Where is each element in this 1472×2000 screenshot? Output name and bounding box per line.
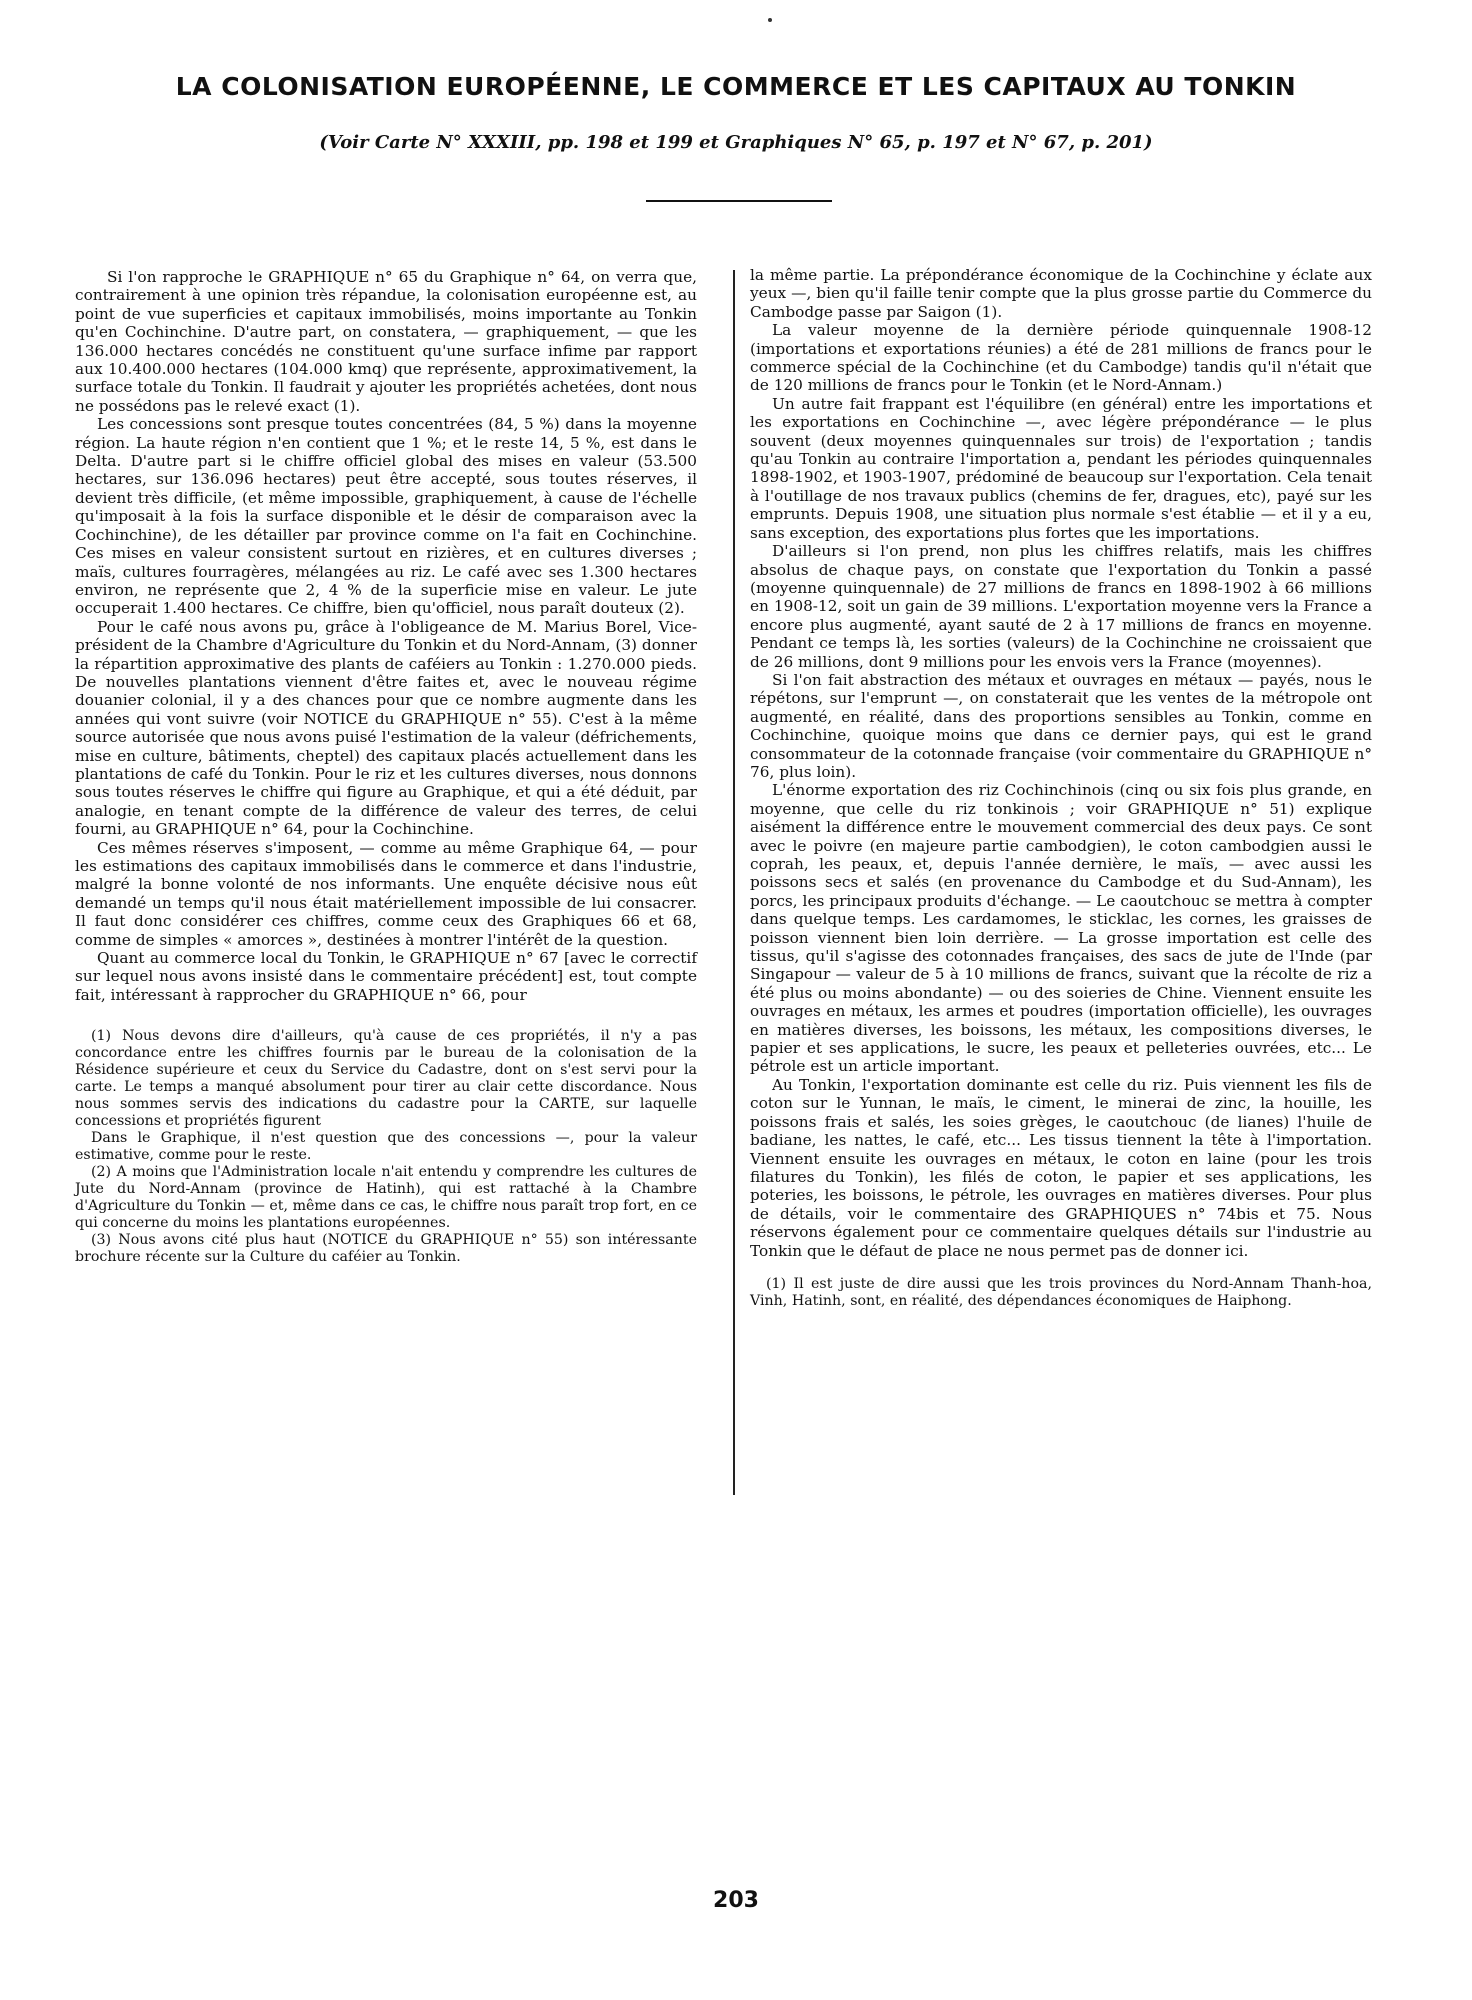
paragraph: L'énorme exportation des riz Cochinchinois (cinq ou six fois plus grande, en moyenne, que celle du riz tonkinois ; voir GRAPHIQUE n° 51) explique aisément la différence entre le mouvement commercial des deux pays. Ce sont avec le poivre (en majeure partie cambodgien), le coton cambodgien aussi le coprah, les peaux, et, depuis l'année dernière, le maïs, — avec aussi les poissons secs et salés (en provenance du Cambodge et du Sud-Annam), les porcs, les principaux produits d'échange. — Le caoutchouc se mettra à compter dans quelque temps. Les cardamomes, le sticklac, les cornes, les graisses de poisson viennent bien loin derrière. — La grosse importation est celle des tissus, qu'il s'agisse des cotonnades françaises, des sacs de jute de l'Inde (par Singapour — valeur de 5 à 10 millions de francs, suivant que la récolte de riz a été plus ou moins abondante) — ou des soieries de Chine. Viennent ensuite les ouvrages en métaux, les armes et poudres (importation officielle), les ouvrages en matières diverses, les boissons, les métaux, les compositions diverses, le papier et ses applications, le sucre, les peaux et pelleteries ouvrées, etc... Le pétrole est un article important. [750, 781, 1372, 1076]
footnote: (1) Il est juste de dire aussi que les trois provinces du Nord-Annam Thanh-hoa, Vinh, Hatinh, sont, en réalité, des dépendances économiques de Haiphong. [750, 1275, 1372, 1309]
paragraph: Pour le café nous avons pu, grâce à l'obligeance de M. Marius Borel, Vice-président de la Chambre d'Agriculture du Tonkin et du Nord-Annam, (3) donner la répartition approximative des plants de caféiers au Tonkin : 1.270.000 pieds. De nouvelles plantations viennent d'être faites et, avec le nouveau régime douanier colonial, il y a des chances pour que ce nombre augmente dans les années qui vont suivre (voir NOTICE du GRAPHIQUE n° 55). C'est à la même source autorisée que nous avons puisé l'estimation de la valeur (défrichements, mise en culture, bâtiments, cheptel) des capitaux placés actuellement dans les plantations de café du Tonkin. Pour le riz et les cultures diverses, nous donnons sous toutes réserves le chiffre qui figure au Graphique, et qui a été déduit, par analogie, en tenant compte de la différence de valeur des terres, de celui fourni, au GRAPHIQUE n° 64, pour la Cochinchine. [75, 617, 697, 839]
paragraph: Si l'on rapproche le GRAPHIQUE n° 65 du Graphique n° 64, on verra que, contrairement à une opinion très répandue, la colonisation européenne est, au point de vue superficies et capitaux immobilisés, moins importante au Tonkin qu'en Cochinchine. D'autre part, on constatera, — graphiquement, — que les 136.000 hectares concédés ne constituent qu'une surface infime par rapport aux 10.400.000 hectares (104.000 kmq) que représente, approximativement, la surface totale du Tonkin. Il faudrait y ajouter les propriétés achetées, dont nous ne possédons pas le relevé exact (1). [75, 268, 697, 415]
column-divider [733, 270, 735, 1495]
footnotes [750, 1276, 1372, 1310]
speck-mark [768, 18, 772, 22]
left-column [75, 268, 697, 1266]
footnotes [75, 1028, 697, 1266]
page-title: LA COLONISATION EUROPÉENNE, LE COMMERCE ET LES CAPITAUX AU TONKIN [175, 72, 1297, 101]
paragraph: Si l'on fait abstraction des métaux et ouvrages en métaux — payés, nous le répétons, sur l'emprunt —, on constaterait que les ventes de la métropole ont augmenté, en réalité, dans des proportions sensibles au Tonkin, comme en Cochinchine, quoique moins que dans ce dernier pays, qui est le grand consommateur de la cotonnade française (voir commentaire du GRAPHIQUE n° 76, plus loin). [750, 670, 1372, 781]
title-rule [646, 200, 832, 202]
page-number: 203 [713, 1888, 759, 1913]
page-subtitle: (Voir Carte N° XXXIII, pp. 198 et 199 et Graphiques N° 65, p. 197 et N° 67, p. 201) [319, 132, 1153, 153]
paragraph: D'ailleurs si l'on prend, non plus les chiffres relatifs, mais les chiffres absolus de chaque pays, on constate que l'exportation du Tonkin a passé (moyenne quinquennale) de 27 millions de francs en 1898-1902 à 66 millions en 1908-12, soit un gain de 39 millions. L'exportation moyenne vers la France a encore plus augmenté, ayant sauté de 2 à 17 millions de francs en moyenne. Pendant ce temps là, les sorties (valeurs) de la Cochinchine ne croissaient que de 26 millions, dont 9 millions pour les envois vers la France (moyennes). [750, 542, 1372, 671]
footnote: (3) Nous avons cité plus haut (NOTICE du GRAPHIQUE n° 55) son intéressante brochure récente sur la Culture du caféier au Tonkin. [75, 1232, 697, 1266]
footnote: (2) A moins que l'Administration locale n'ait entendu y comprendre les cultures de Jute du Nord-Annam (province de Hatinh), qui est rattaché à la Chambre d'Agriculture du Tonkin — et, même dans ce cas, le chiffre nous paraît trop fort, en ce qui concerne du moins les plantations européennes. [75, 1164, 697, 1232]
paragraph: Ces mêmes réserves s'imposent, — comme au même Graphique 64, — pour les estimations des capitaux immobilisés dans le commerce et dans l'industrie, malgré la bonne volonté de nos informants. Une enquête décisive nous eût demandé un temps qu'il nous était matériellement impossible de lui consacrer. Il faut donc considérer ces chiffres, comme ceux des Graphiques 66 et 68, comme de simples « amorces », destinées à montrer l'intérêt de la question. [75, 838, 697, 949]
right-column [750, 266, 1372, 1310]
paragraph: Les concessions sont presque toutes concentrées (84, 5 %) dans la moyenne région. La haute région n'en contient que 1 %; et le reste 14, 5 %, est dans le Delta. D'autre part si le chiffre officiel global des mises en valeur (53.500 hectares, sur 136.096 hectares) peut être accepté, sous toutes réserves, il devient très difficile, (et même impossible, graphiquement, à cause de l'échelle qu'imposait à la fois la surface disponible et le désir de comparaison avec la Cochinchine), de les détailler par province comme on l'a fait en Cochinchine. Ces mises en valeur consistent surtout en rizières, et en cultures diverses ; maïs, cultures fourragères, mélangées au riz. Le café avec ses 1.300 hectares environ, ne représente que 2, 4 % de la superficie mise en valeur. Le jute occuperait 1.400 hectares. Ce chiffre, bien qu'officiel, nous paraît douteux (2). [75, 415, 697, 618]
paragraph: la même partie. La prépondérance économique de la Cochinchine y éclate aux yeux —, bien qu'il faille tenir compte que la plus grosse partie du Commerce du Cambodge passe par Saigon (1). [750, 266, 1372, 321]
footnote: (1) Nous devons dire d'ailleurs, qu'à cause de ces propriétés, il n'y a pas concordance entre les chiffres fournis par le bureau de la colonisation de la Résidence supérieure et ceux du Service du Cadastre, dont on s'est servi pour la carte. Le temps a manqué absolument pour tirer au clair cette discordance. Nous nous sommes servis des indications du cadastre pour la CARTE, sur laquelle concessions et propriétés figurent [75, 1028, 697, 1130]
paragraph: Quant au commerce local du Tonkin, le GRAPHIQUE n° 67 [avec le correctif sur lequel nous avons insisté dans le commentaire précédent] est, tout compte fait, intéressant à rapprocher du GRAPHIQUE n° 66, pour [75, 949, 697, 1004]
paragraph: Au Tonkin, l'exportation dominante est celle du riz. Puis viennent les fils de coton sur le Yunnan, le maïs, le ciment, le minerai de zinc, la houille, les poissons frais et salés, les soies grèges, le caoutchouc (de lianes) l'huile de badiane, les nattes, le café, etc... Les tissus tiennent la tête à l'importation. Viennent ensuite les ouvrages en métaux, le coton en laine (pour les trois filatures du Tonkin), les filés de coton, le papier et ses applications, les poteries, les boissons, le pétrole, les ouvrages en matières diverses. Pour plus de détails, voir le commentaire des GRAPHIQUES n° 74bis et 75. Nous réservons également pour ce commentaire quelques détails sur l'industrie au Tonkin que le défaut de place ne nous permet pas de donner ici. [750, 1075, 1372, 1260]
paragraph: La valeur moyenne de la dernière période quinquennale 1908-12 (importations et exportations réunies) a été de 281 millions de francs pour le commerce spécial de la Cochinchine (et du Cambodge) tandis qu'il n'était que de 120 millions de francs pour le Tonkin (et le Nord-Annam.) [750, 321, 1372, 395]
paragraph: Un autre fait frappant est l'équilibre (en général) entre les importations et les exportations en Cochinchine —, avec légère prépondérance — le plus souvent (deux moyennes quinquennales sur trois) de l'exportation ; tandis qu'au Tonkin au contraire l'importation a, pendant les périodes quinquennales 1898-1902, et 1903-1907, prédominé de beaucoup sur l'exportation. Cela tenait à l'outillage de nos travaux publics (chemins de fer, dragues, etc), payé sur les emprunts. Depuis 1908, une situation plus normale s'est établie — et il y a eu, sans exception, des exportations plus fortes que les importations. [750, 394, 1372, 542]
footnote: Dans le Graphique, il n'est question que des concessions —, pour la valeur estimative, comme pour le reste. [75, 1130, 697, 1164]
